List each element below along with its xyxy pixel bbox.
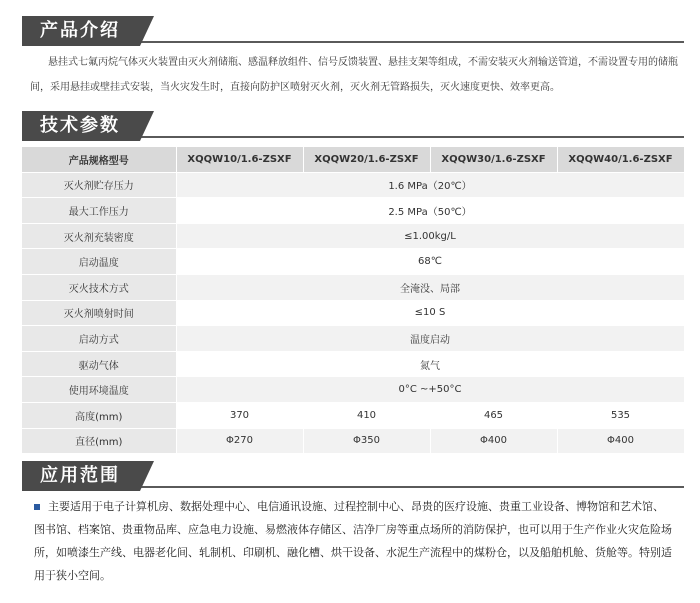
row-label: 灭火剂贮存压力 [22, 172, 176, 198]
diameter-value: Φ400 [557, 428, 684, 454]
spec-header-cell: XQQW40/1.6-ZSXF [557, 147, 684, 172]
row-label: 直径(mm) [22, 428, 176, 454]
diameter-value: Φ270 [176, 428, 303, 454]
table-row [22, 377, 684, 403]
height-value: 410 [303, 402, 430, 428]
table-row [22, 326, 684, 352]
row-value: 温度启动 [176, 326, 684, 352]
table-row [22, 249, 684, 275]
row-value: 氮气 [176, 351, 684, 377]
spec-header-cell: XQQW30/1.6-ZSXF [430, 147, 557, 172]
table-row-height [22, 402, 684, 428]
row-label: 灭火技术方式 [22, 274, 176, 300]
row-label: 驱动气体 [22, 351, 176, 377]
row-value: 2.5 MPa（50℃） [176, 198, 684, 224]
specs-section-header [22, 111, 684, 141]
table-row [22, 223, 684, 249]
intro-text: 悬挂式七氟丙烷气体灭火装置由灭火剂储瓶、感温释放组件、信号反馈装置、悬挂支架等组成，不需安装灭火剂输送管道，不需设置专用的储瓶间，采用悬挂或壁挂式安装，当火灾发生时，直接向防护区喷射灭火剂，灭火剂无管路损失，灭火速度更快、效率更高。 [30, 57, 678, 93]
bullet-icon [34, 504, 40, 510]
row-value: 0°C ~+50°C [176, 377, 684, 403]
diameter-value: Φ350 [303, 428, 430, 454]
table-row [22, 300, 684, 326]
row-label: 灭火剂充装密度 [22, 223, 176, 249]
row-value: 全淹没、局部 [176, 274, 684, 300]
application-paragraph [34, 495, 674, 587]
row-label: 灭火剂喷射时间 [22, 300, 176, 326]
row-value: ≤10 S [176, 300, 684, 326]
row-label: 启动方式 [22, 326, 176, 352]
application-text: 主要适用于电子计算机房、数据处理中心、电信通讯设施、过程控制中心、昂贵的医疗设施、贵重工业设备、博物馆和艺术馆、图书馆、档案馆、贵重物品库、应急电力设施、易燃液体存储区、洁净厂房等重点场所的消防保护，也可以用于生产作业火灾危险场所，如喷漆生产线、电器老化间、轧制机、印刷机、融化槽、烘干设备、水泥生产流程中的煤粉仓，以及船舶机舱、货舱等。特别适用于狭小空间。 [34, 500, 672, 582]
spec-header-cell: XQQW20/1.6-ZSXF [303, 147, 430, 172]
application-title: 应用范围 [22, 461, 140, 491]
height-value: 465 [430, 402, 557, 428]
spec-table [22, 147, 685, 454]
row-label: 使用环境温度 [22, 377, 176, 403]
table-row [22, 351, 684, 377]
height-value: 535 [557, 402, 684, 428]
row-label: 启动温度 [22, 249, 176, 275]
row-value: 68℃ [176, 249, 684, 275]
row-value: ≤1.00kg/L [176, 223, 684, 249]
height-value: 370 [176, 402, 303, 428]
diameter-value: Φ400 [430, 428, 557, 454]
row-value: 1.6 MPa（20℃） [176, 172, 684, 198]
table-row [22, 274, 684, 300]
table-row-diameter [22, 428, 684, 454]
spec-header-cell: 产品规格型号 [22, 147, 176, 172]
row-label: 高度(mm) [22, 402, 176, 428]
intro-title: 产品介绍 [22, 16, 140, 46]
row-label: 最大工作压力 [22, 198, 176, 224]
spec-header-cell: XQQW10/1.6-ZSXF [176, 147, 303, 172]
specs-title: 技术参数 [22, 111, 140, 141]
table-row [22, 172, 684, 198]
table-row [22, 198, 684, 224]
spec-header-row [22, 147, 684, 172]
intro-section-header [22, 16, 684, 46]
application-section-header [22, 461, 684, 491]
